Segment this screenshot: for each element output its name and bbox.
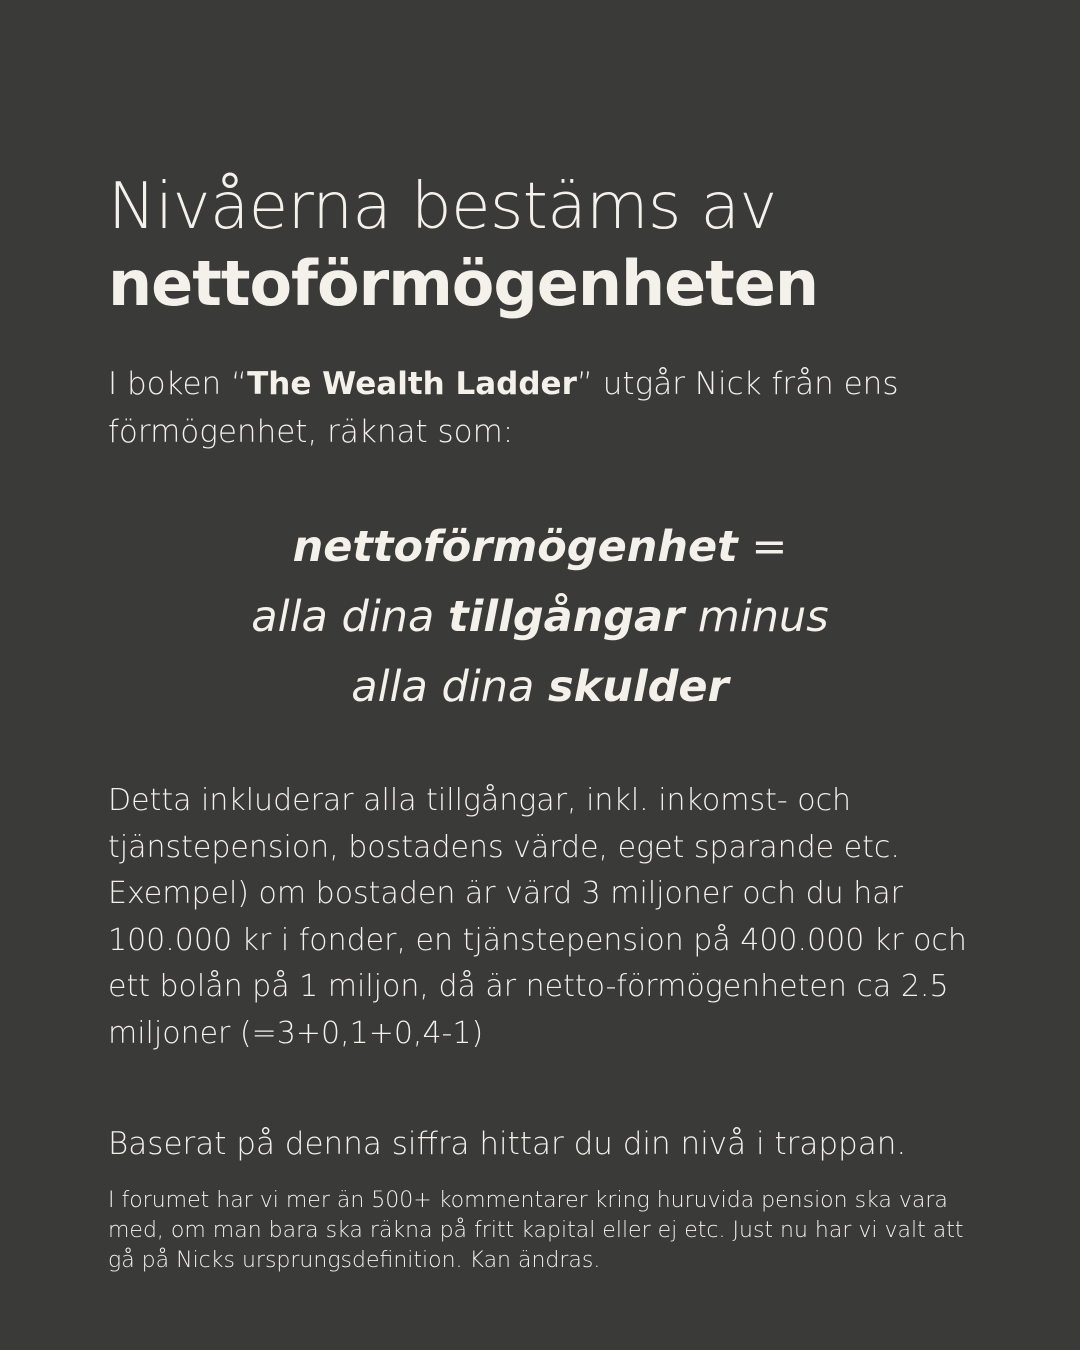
intro-before: I boken “ — [108, 366, 248, 402]
formula-line-3 — [0, 652, 1080, 722]
formula-line3-prefix: alla dina — [351, 662, 549, 712]
base-line-text: Baserat på denna siffra hittar du din nivå i trappan. — [108, 1126, 907, 1162]
formula-line-2 — [0, 582, 1080, 652]
intro-after: ” utgår Nick från ens — [576, 366, 899, 402]
body-text — [108, 778, 988, 1057]
formula-debts: skulder — [548, 662, 729, 712]
formula-minus: minus — [684, 592, 829, 642]
title-line-2: nettoförmögenheten — [108, 247, 818, 320]
book-title: The Wealth Ladder — [247, 366, 577, 402]
formula — [0, 512, 1080, 722]
intro-line-2: förmögenhet, räknat som: — [108, 414, 514, 450]
formula-line-1 — [0, 512, 1080, 582]
title-line-1: Nivåerna bestäms av — [108, 170, 777, 244]
intro-text — [108, 360, 988, 456]
formula-term: nettoförmögenhet — [292, 522, 738, 572]
formula-equals: = — [737, 522, 788, 572]
page-title — [108, 168, 1008, 322]
formula-line2-prefix: alla dina — [251, 592, 449, 642]
footnote: I forumet har vi mer än 500+ kommentarer kring huruvida pension ska vara med, om man bara ska räkna på fritt kapital eller ej etc. Just nu har vi valt att gå på Nicks ursprungsdefinition. Kan ändras. — [108, 1188, 964, 1273]
body-paragraph-2: Exempel) om bostaden är värd 3 miljoner och du har 100.000 kr i fonder, en tjänstepension på 400.000 kr och ett bolån på 1 miljon, då är netto-förmögenheten ca 2.5 miljoner (=3+0,1+0,4-1) — [108, 876, 967, 1051]
formula-assets: tillgångar — [448, 592, 685, 642]
body-paragraph-1: Detta inkluderar alla tillgångar, inkl. inkomst- och tjänstepension, bostadens värde, eget sparande etc. — [108, 783, 900, 865]
